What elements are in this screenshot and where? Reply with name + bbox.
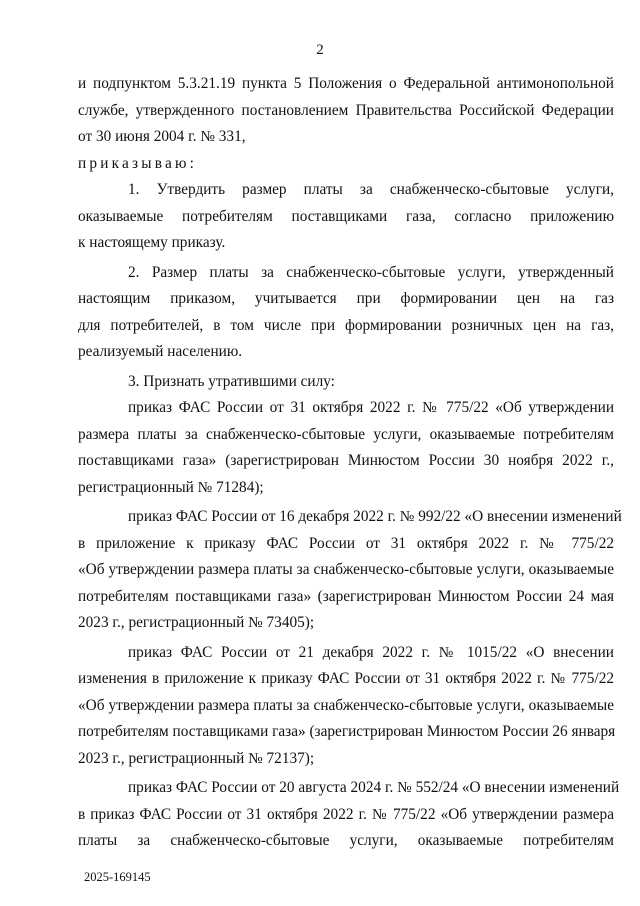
text-line: регистрационный № 71284); <box>78 478 264 496</box>
text-line: 3. Признать утратившими силу: <box>128 372 335 390</box>
text-line: службе, утвержденного постановлением Правительства Российской Федерации <box>78 101 614 119</box>
page-number: 2 <box>316 42 324 58</box>
text-line: от 30 июня 2004 г. № 331, <box>78 128 246 145</box>
text-line: 1. Утвердить размер платы за снабженческо-сбытовые услуги, <box>128 181 614 198</box>
text-line: приказываю: <box>78 154 198 172</box>
text-line: 2023 г., регистрационный № 73405); <box>78 614 315 631</box>
text-line: оказываемые потребителям поставщиками газа, согласно приложению <box>78 207 614 225</box>
text-line: размера платы за снабженческо-сбытовые услуги, оказываемые потребителям <box>78 425 614 443</box>
text-line: реализуемый населению. <box>78 343 243 360</box>
text-line: приказ ФАС России от 21 декабря 2022 г. № 1015/22 «О внесении <box>128 643 614 661</box>
text-line: для потребителей, в том числе при формировании розничных цен на газ, <box>78 316 614 334</box>
text-line: платы за снабженческо-сбытовые услуги, оказываемые потребителям <box>78 832 614 849</box>
text-line: в приложение к приказу ФАС России от 31 октября 2022 г. № 775/22 <box>78 534 614 552</box>
text-line: «Об утверждении размера платы за снабженческо-сбытовые услуги, оказываемые <box>78 696 614 714</box>
text-line: в приказ ФАС России от 31 октября 2022 г. № 775/22 «Об утверждении размера <box>78 805 614 823</box>
text-line: потребителям поставщиками газа» (зарегистрирован Минюстом России 24 мая <box>78 587 614 605</box>
text-line: приказ ФАС России от 16 декабря 2022 г. № 992/22 «О внесении изменений <box>128 508 622 525</box>
text-line: приказ ФАС России от 20 августа 2024 г. № 552/24 «О внесении изменений <box>128 779 620 796</box>
text-line: 2023 г., регистрационный № 72137); <box>78 749 315 767</box>
text-line: настоящим приказом, учитывается при формировании цен на газ <box>78 290 614 307</box>
text-line: изменения в приложение к приказу ФАС России от 31 октября 2022 г. № 775/22 <box>78 670 614 687</box>
text-line: потребителям поставщиками газа» (зарегистрирован Минюстом России 26 января <box>78 723 616 740</box>
text-line: «Об утверждении размера платы за снабженческо-сбытовые услуги, оказываемые <box>78 561 614 578</box>
text-line: 2. Размер платы за снабженческо-сбытовые услуги, утвержденный <box>128 263 614 281</box>
document-body <box>78 71 622 855</box>
text-line: поставщиками газа» (зарегистрирован Минюстом России 30 ноября 2022 г., <box>78 452 614 469</box>
document-code: 2025-169145 <box>84 870 151 884</box>
text-line: к настоящему приказу. <box>78 234 226 251</box>
text-line: приказ ФАС России от 31 октября 2022 г. № 775/22 «Об утверждении <box>128 399 614 416</box>
text-line: и подпунктом 5.3.21.19 пункта 5 Положения о Федеральной антимонопольной <box>78 75 614 92</box>
